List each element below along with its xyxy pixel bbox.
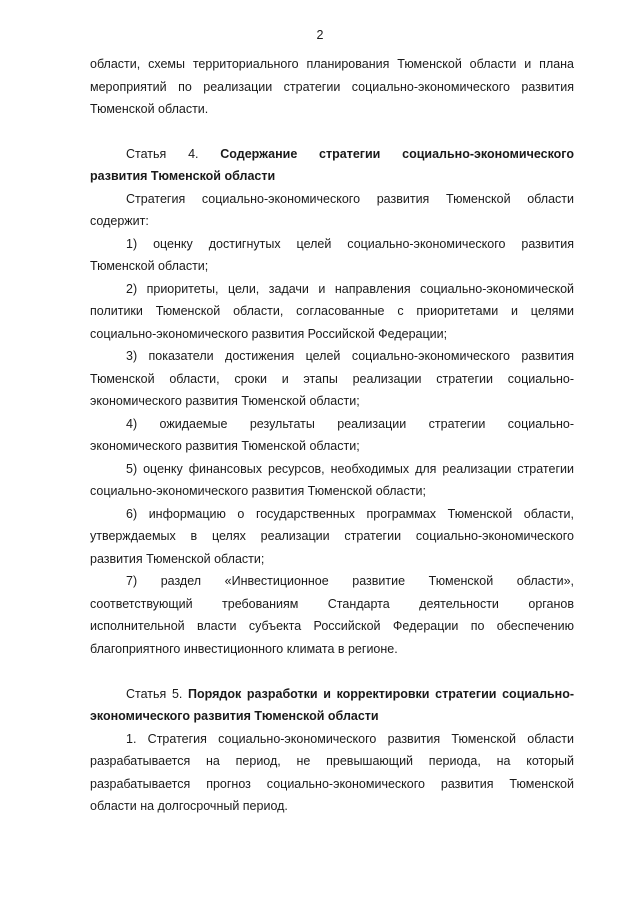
list-item-6: 6) информацию о государственных программах Тюменской области,: [126, 507, 574, 521]
page-number: 2: [316, 28, 324, 42]
text-line: развития Тюменской области;: [90, 552, 265, 566]
text-line: социально-экономического развития Российской Федерации;: [90, 327, 448, 341]
text-line: содержит:: [90, 214, 149, 228]
article-4-prefix: Статья 4.: [126, 147, 221, 161]
text-line: экономического развития Тюменской области;: [90, 394, 360, 408]
text-line: 1. Стратегия социально-экономического развития Тюменской области: [126, 732, 574, 746]
article-5-heading: [126, 686, 574, 702]
article-5-title-line2: экономического развития Тюменской области: [90, 709, 379, 723]
text-line: Тюменской области;: [90, 259, 209, 273]
list-item-2: 2) приоритеты, цели, задачи и направления социально-экономической: [126, 282, 574, 296]
text-line: социально-экономического развития Тюменской области;: [90, 484, 426, 498]
list-item-4: 4) ожидаемые результаты реализации стратегии социально-: [126, 417, 574, 431]
text-line: разрабатывается прогноз социально-экономического развития Тюменской: [90, 777, 574, 791]
text-line: мероприятий по реализации стратегии социально-экономического развития: [90, 80, 574, 94]
text-line: утверждаемых в целях реализации стратегии социально-экономического: [90, 529, 574, 543]
text-line: политики Тюменской области, согласованные с приоритетами и целями: [90, 304, 574, 318]
text-line: благоприятного инвестиционного климата в регионе.: [90, 642, 398, 656]
text-line: исполнительной власти субъекта Российской Федерации по обеспечению: [90, 619, 574, 633]
article-4-heading: [126, 146, 574, 162]
text-line: соответствующий требованиям Стандарта деятельности органов: [90, 597, 574, 611]
text-line: экономического развития Тюменской области;: [90, 439, 360, 453]
article-5-title-cont: [90, 708, 574, 724]
article-4-title: Содержание стратегии социально-экономического: [220, 147, 574, 161]
text-line: Тюменской области.: [90, 102, 209, 116]
list-item-5: 5) оценку финансовых ресурсов, необходимых для реализации стратегии: [126, 462, 574, 476]
article-4-title-line2: развития Тюменской области: [90, 169, 276, 183]
text-line: области на долгосрочный период.: [90, 799, 288, 813]
list-item-7: 7) раздел «Инвестиционное развитие Тюменской области»,: [126, 574, 574, 588]
list-item-1: 1) оценку достигнутых целей социально-экономического развития: [126, 237, 574, 251]
article-5-prefix: Статья 5.: [126, 687, 189, 701]
article-5-title: Порядок разработки и корректировки стратегии социально-: [188, 687, 574, 701]
text-line: разрабатывается на период, не превышающий периода, на который: [90, 754, 574, 768]
text-line: Тюменской области, сроки и этапы реализации стратегии социально-: [90, 372, 574, 386]
list-item-3: 3) показатели достижения целей социально-экономического развития: [126, 349, 574, 363]
text-line: области, схемы территориального планирования Тюменской области и плана: [90, 57, 574, 71]
text-line: Стратегия социально-экономического развития Тюменской области: [126, 192, 574, 206]
article-4-title-cont: [90, 168, 574, 184]
